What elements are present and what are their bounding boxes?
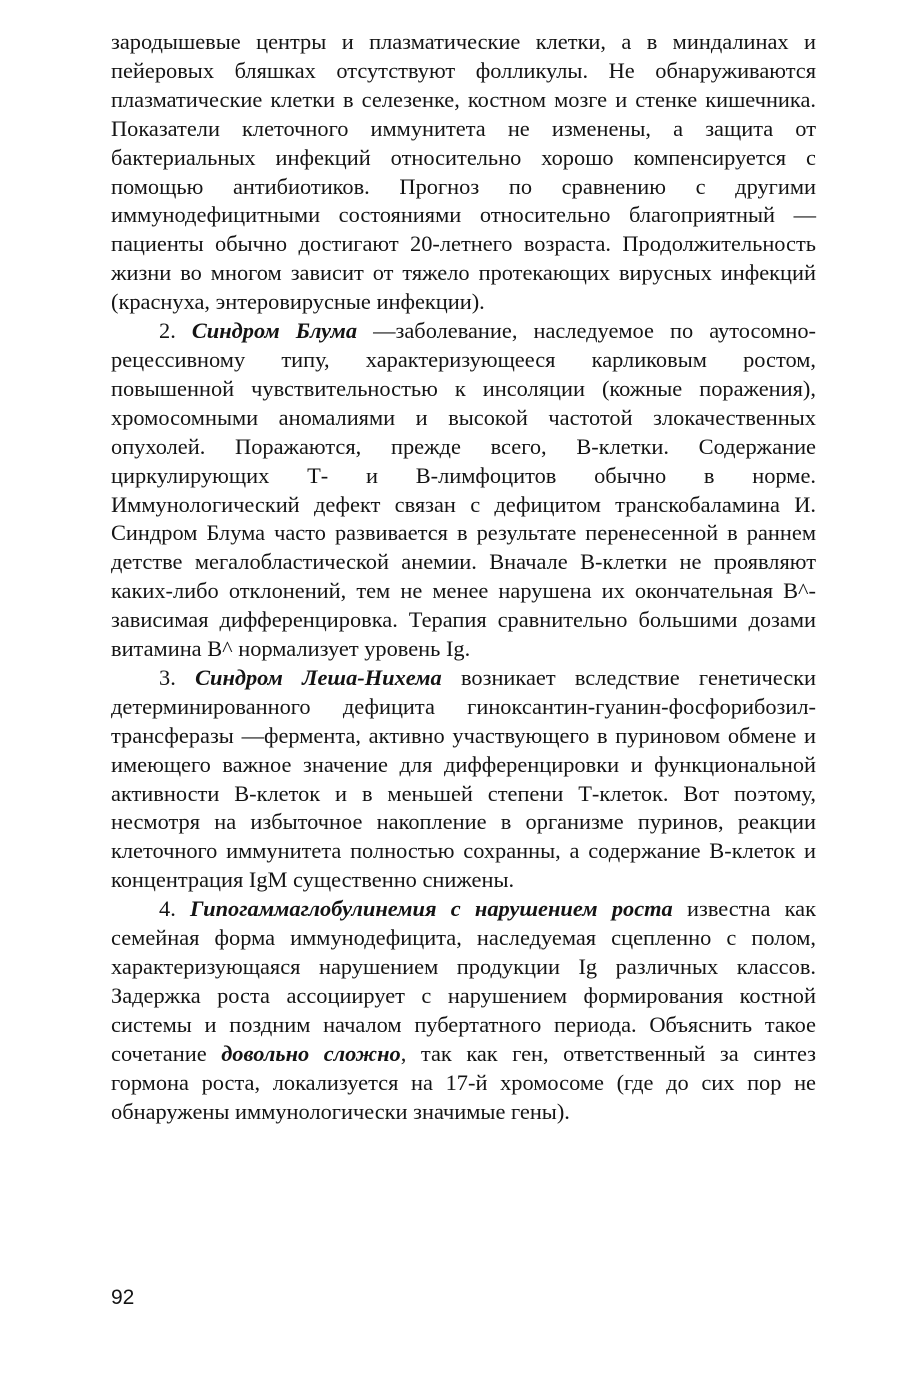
paragraph-continuation [111, 28, 816, 317]
emphasis-text: довольно сложно [221, 1040, 401, 1066]
paragraph-bloom-syndrome [111, 317, 816, 664]
paragraph-hypogammaglobulinemia [111, 895, 816, 1126]
paragraph-text: , так как ген, ответственный за синтез гормона роста, локализуется на 17-й хромосоме (где до сих пор не обнаружены иммунологически значимые гены). [111, 1040, 817, 1124]
page-body [111, 28, 816, 1126]
paragraph-text: зародышевые центры и плазматические клетки, а в миндалинах и пейеровых бляшках отсутствуют фолликулы. Не обнаруживаются плазматические клетки в селезенке, костном мозге и стенке кишечника. Показатели клеточного иммунитета не изменены, а защита от бактериальных инфекций относительно хорошо компенсируется с помощью антибиотиков. Прогноз по сравнению с другими иммунодефицитными состояниями относительно благоприятный — пациенты обычно достигают 20-летнего возраста. Продолжительность жизни во многом зависит от тяжело протекающих вирусных инфекций (краснуха, энтеровирусные инфекции). [111, 29, 816, 315]
term-lesch-nyhan-syndrome: Синдром Леша-Нихема [195, 664, 442, 690]
paragraph-text: известна как семейная форма иммунодефицита, наследуемая сцепленно с полом, характеризующаяся нарушением продукции Ig различных классов. Задержка роста ассоциирует с нарушением формирования костной системы и поздним началом пубертатного периода. Объяснить такое сочетание [111, 896, 816, 1066]
item-number: 3. [159, 664, 196, 690]
page-number: 92 [111, 1286, 135, 1309]
paragraph-text: —заболевание, наследуемое по аутосомно-рецессивному типу, характеризующееся карликовым ростом, повышенной чувствительностью к инсоляции (кожные поражения), хромосомными аномалиями и высокой частотой злокачественных опухолей. Поражаются, прежде всего, В-клетки. Содержание циркулирующих Т- и В-лимфоцитов обычно в норме. Иммунологический дефект связан с дефицитом транскобаламина И. Синдром Блума часто развивается в результате перенесенной в раннем детстве мегалобластической анемии. Вначале В-клетки не проявляют каких-либо отклонений, тем не менее нарушена их окончательная В^-зависимая дифференцировка. Терапия сравнительно большими дозами витамина В^ нормализует уровень Ig. [111, 318, 817, 662]
item-number: 4. [159, 896, 191, 922]
paragraph-lesch-nyhan-syndrome [111, 664, 816, 895]
term-hypogammaglobulinemia: Гипогаммаглобулинемия с нарушением роста [190, 896, 673, 922]
term-bloom-syndrome: Синдром Блума [191, 318, 358, 344]
paragraph-text: возникает вследствие генетически детерминированного дефицита гиноксантин-гуанин-фосфорибозил-трансферазы —фермента, активно участвующего в пуриновом обмене и имеющего важное значение для дифференцировки и функциональной активности В-клеток и в меньшей степени Т-клеток. Вот поэтому, несмотря на избыточное накопление в организме пуринов, реакции клеточного иммунитета полностью сохранны, а содержание В-клеток и концентрация IgM существенно снижены. [111, 664, 817, 893]
item-number: 2. [159, 318, 192, 344]
